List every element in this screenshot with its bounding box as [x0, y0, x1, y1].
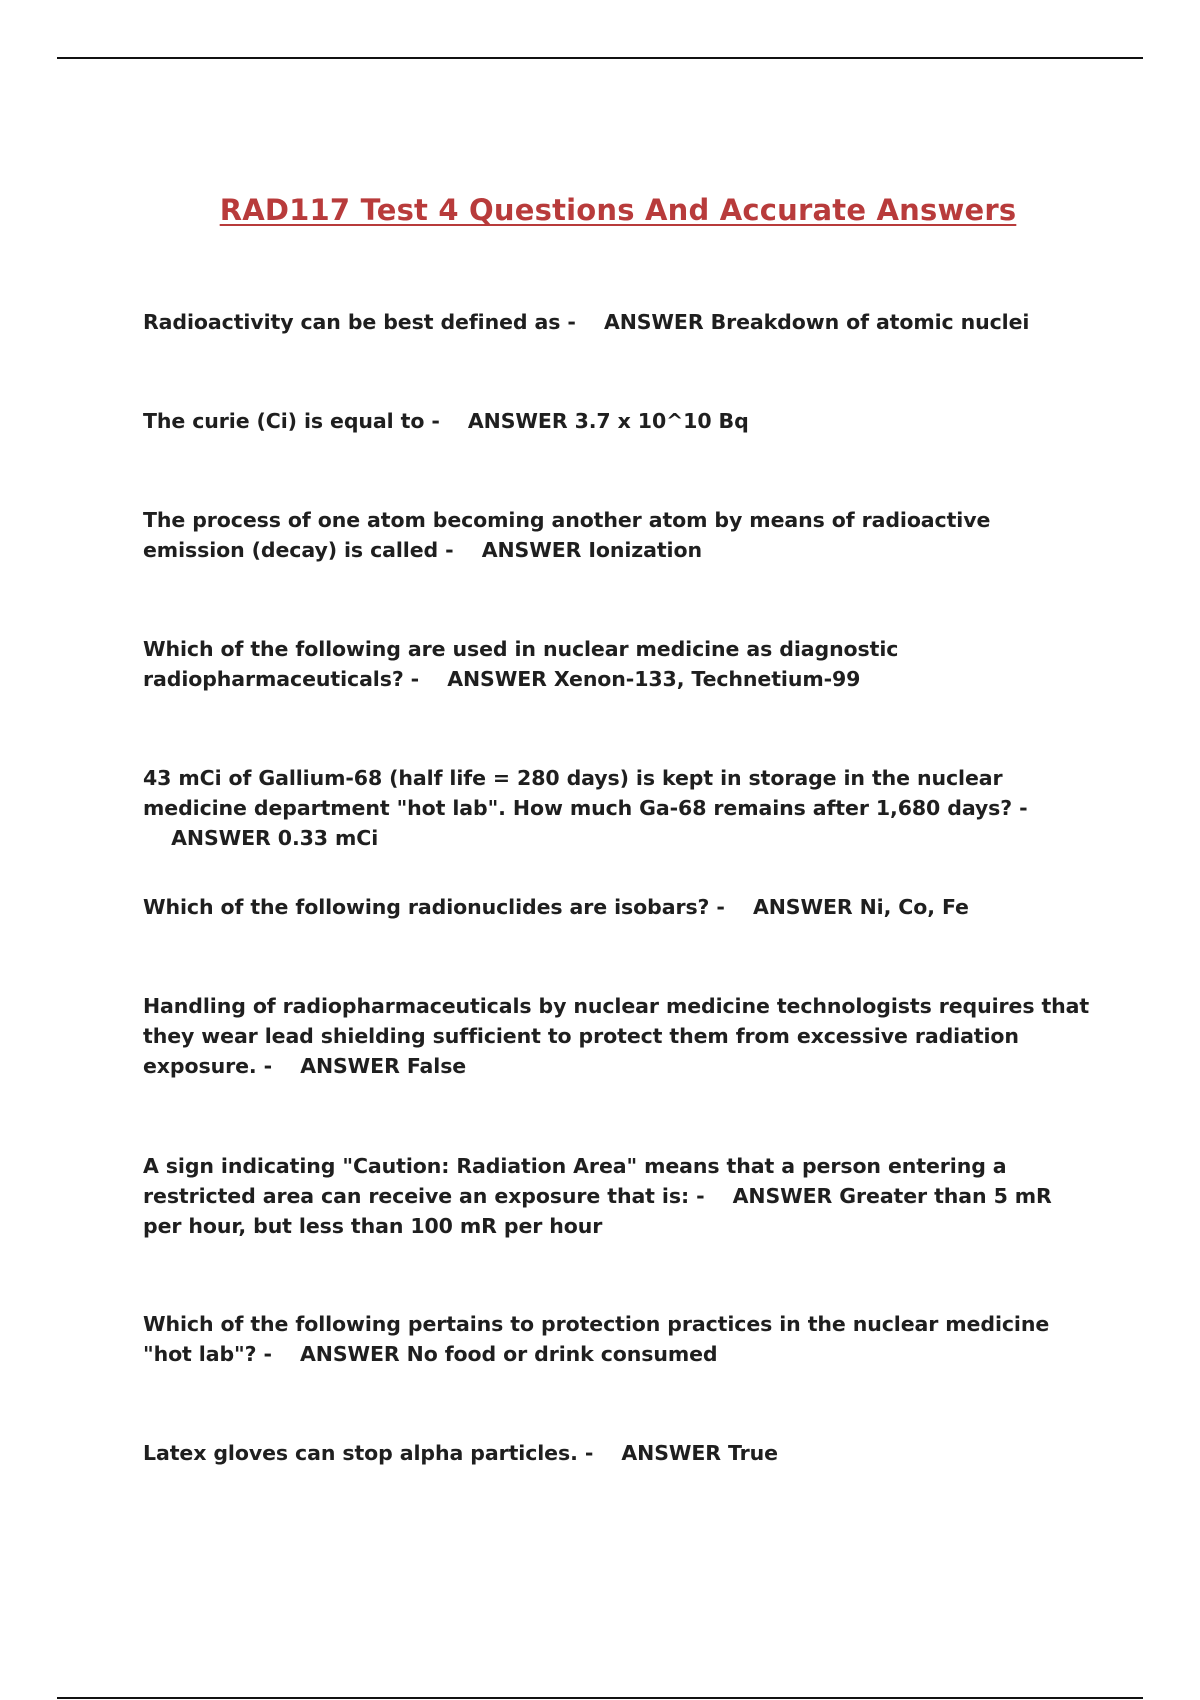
answer-text: 0.33 mCi [277, 826, 379, 850]
document-title: RAD117 Test 4 Questions And Accurate Answers [219, 193, 1017, 227]
answer-text: True [728, 1441, 778, 1465]
answer-text: Ni, Co, Fe [859, 895, 969, 919]
answer-text: No food or drink consumed [406, 1342, 718, 1366]
qa-item [143, 1438, 1093, 1468]
qa-item [143, 505, 1093, 565]
question-text: Which of the following radionuclides are isobars? - [143, 895, 725, 919]
qa-item [143, 406, 1093, 436]
question-text: Which of the following pertains to protection practices in the nuclear medicine "hot lab"? - [143, 1312, 1050, 1366]
answer-text: Ionization [588, 538, 702, 562]
answer-label: ANSWER [467, 409, 568, 433]
question-text: A sign indicating "Caution: Radiation Area" means that a person entering a restricted area can receive an exposure that is: - [143, 1154, 1007, 1208]
question-text: Which of the following are used in nuclear medicine as diagnostic radiopharmaceuticals? - [143, 637, 899, 691]
answer-text: Greater than 5 mR per hour, but less than 100 mR per hour [143, 1184, 1052, 1238]
top-rule [57, 57, 1143, 59]
bottom-rule [57, 1697, 1143, 1699]
answer-label: ANSWER [447, 667, 547, 691]
question-text: The process of one atom becoming another atom by means of radioactive emission (decay) is called - [143, 508, 991, 562]
question-text: Radioactivity can be best defined as - [143, 310, 576, 334]
answer-label: ANSWER [603, 310, 704, 334]
answer-label: ANSWER [481, 538, 582, 562]
question-text: The curie (Ci) is equal to - [143, 409, 440, 433]
qa-item [143, 634, 1093, 694]
qa-item [143, 763, 1093, 853]
answer-text: Xenon-133, Technetium-99 [553, 667, 861, 691]
answer-label: ANSWER [171, 826, 271, 850]
qa-item [143, 1309, 1093, 1369]
answer-text: Breakdown of atomic nuclei [710, 310, 1030, 334]
answer-label: ANSWER [300, 1342, 400, 1366]
qa-item [143, 1151, 1093, 1241]
qa-item [143, 307, 1093, 337]
qa-item [143, 991, 1093, 1081]
answer-label: ANSWER [752, 895, 853, 919]
question-text: Handling of radiopharmaceuticals by nuclear medicine technologists requires that they wear lead shielding sufficient to protect them from excessive radiation exposure. - [143, 994, 1090, 1078]
question-text: Latex gloves can stop alpha particles. - [143, 1441, 594, 1465]
answer-label: ANSWER [300, 1054, 400, 1078]
answer-text: 3.7 x 10^10 Bq [574, 409, 749, 433]
answer-label: ANSWER [621, 1441, 721, 1465]
qa-item [143, 892, 1093, 922]
question-text: 43 mCi of Gallium-68 (half life = 280 days) is kept in storage in the nuclear medicine department "hot lab". How much Ga-68 remains after 1,680 days? - [143, 766, 1028, 820]
answer-text: False [406, 1054, 467, 1078]
answer-label: ANSWER [732, 1184, 833, 1208]
